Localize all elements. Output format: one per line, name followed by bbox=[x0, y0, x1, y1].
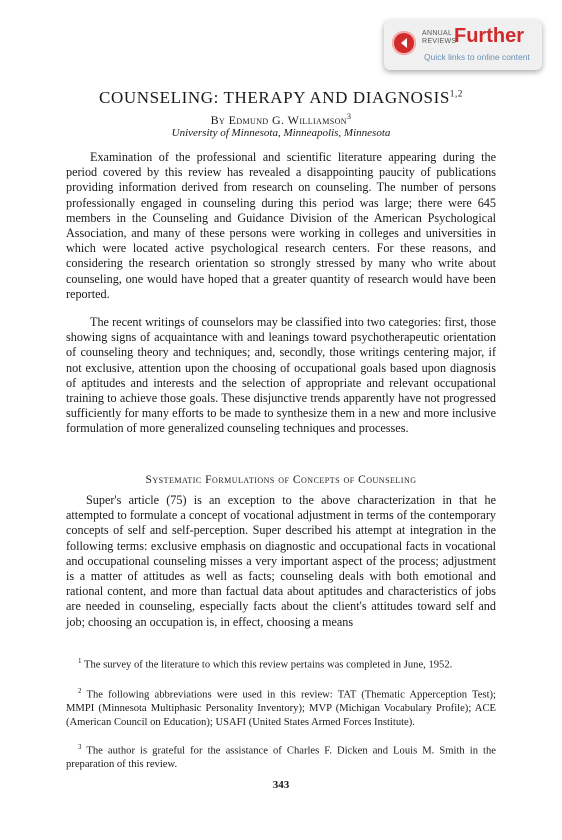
footnote-2 bbox=[66, 685, 496, 729]
footnote-text: The author is grateful for the assistance of Charles F. Dicken and Louis M. Smith in the preparation of this review. bbox=[66, 745, 496, 771]
badge-quick-links-text[interactable]: Quick links to online content bbox=[424, 52, 530, 62]
intro-paragraph-1: Examination of the professional and scientific literature appearing during the period covered by this review has revealed a disappointing paucity of publications providing information derived from research on counseling. The number of persons professionally engaged in counseling during this period was large; there were 645 members in the Counseling and Guidance Division of the American Psychological Association, and many of these persons were working in colleges and universities in which were located active psychological research centers. For these reasons, and considering the research orientation so strongly stressed by many who write about counseling, one would have hoped that a greater quantity of research would have been reported. bbox=[66, 150, 496, 301]
footnote-text: The following abbreviations were used in this review: TAT (Thematic Apperception Test); MMPI (Minnesota Multiphasic Personality Inventory); MVP (Michigan Vocabulary Profile); ACE (American Council on Education); USAFI (United States Armed Forces Institute). bbox=[66, 689, 496, 728]
author-name: By Edmund G. Williamson bbox=[210, 113, 347, 127]
footnote-3 bbox=[66, 741, 496, 772]
footnote-1 bbox=[66, 655, 496, 672]
footnote-mark: 1 bbox=[78, 657, 82, 665]
badge-further-text: Further bbox=[454, 25, 524, 47]
author-affiliation: University of Minnesota, Minneapolis, Minnesota bbox=[171, 127, 391, 139]
footnote-mark: 2 bbox=[78, 687, 82, 695]
page-number: 343 bbox=[272, 779, 290, 791]
badge-annual-reviews-label bbox=[422, 30, 456, 46]
footnote-text: The survey of the literature to which this review pertains was completed in June, 1952. bbox=[83, 659, 453, 671]
author-footnote-mark[interactable]: 3 bbox=[346, 112, 352, 121]
intro-paragraph-2: The recent writings of counselors may be classified into two categories: first, those showing signs of acquaintance with and leanings toward psychotherapeutic orientation of counseling theory and techniques; and, secondly, those writings centering major, if not exclusive, attention upon the choosing of occupational goals based upon diagnosis of aptitudes and interests and the selection of appropriate and relevant occupational training to achieve those goals. These disjunctive trends apparently have not progressed sufficiently for many efforts to be made to synthesize them in a new and more inclusive formulation of more generalized counseling techniques and processes. bbox=[66, 315, 496, 436]
badge-annual-text: ANNUAL bbox=[422, 30, 453, 37]
author-byline bbox=[0, 112, 562, 128]
play-arrow-icon bbox=[392, 31, 416, 55]
article-title-text: COUNSELING: THERAPY AND DIAGNOSIS bbox=[99, 88, 450, 107]
footnote-mark: 3 bbox=[78, 743, 82, 751]
section-heading: Systematic Formulations of Concepts of Counseling bbox=[145, 474, 417, 486]
title-footnote-marks[interactable]: 1,2 bbox=[449, 88, 463, 99]
badge-reviews-text: REVIEWS bbox=[422, 38, 457, 45]
annual-reviews-further-badge[interactable] bbox=[384, 20, 542, 70]
section-paragraph: Super's article (75) is an exception to the above characterization in that he attempted to formulate a concept of vocational adjustment in terms of the contemporary concepts of self and self-perception. Super described his attempt at integration in the following terms: exclusive emphasis on diagnostic and occupational facts in vocational and occupational counseling misses a very important aspect of the process; adjustment is a matter of attitudes as well as facts; counseling deals with both emotional and rational content, and more than factual data about aptitudes and characteristics of jobs are needed in counseling, especially facts about the client's attitudes toward self and job; choosing an occupation is, in effect, choosing a means bbox=[66, 493, 496, 629]
article-title bbox=[0, 88, 562, 108]
